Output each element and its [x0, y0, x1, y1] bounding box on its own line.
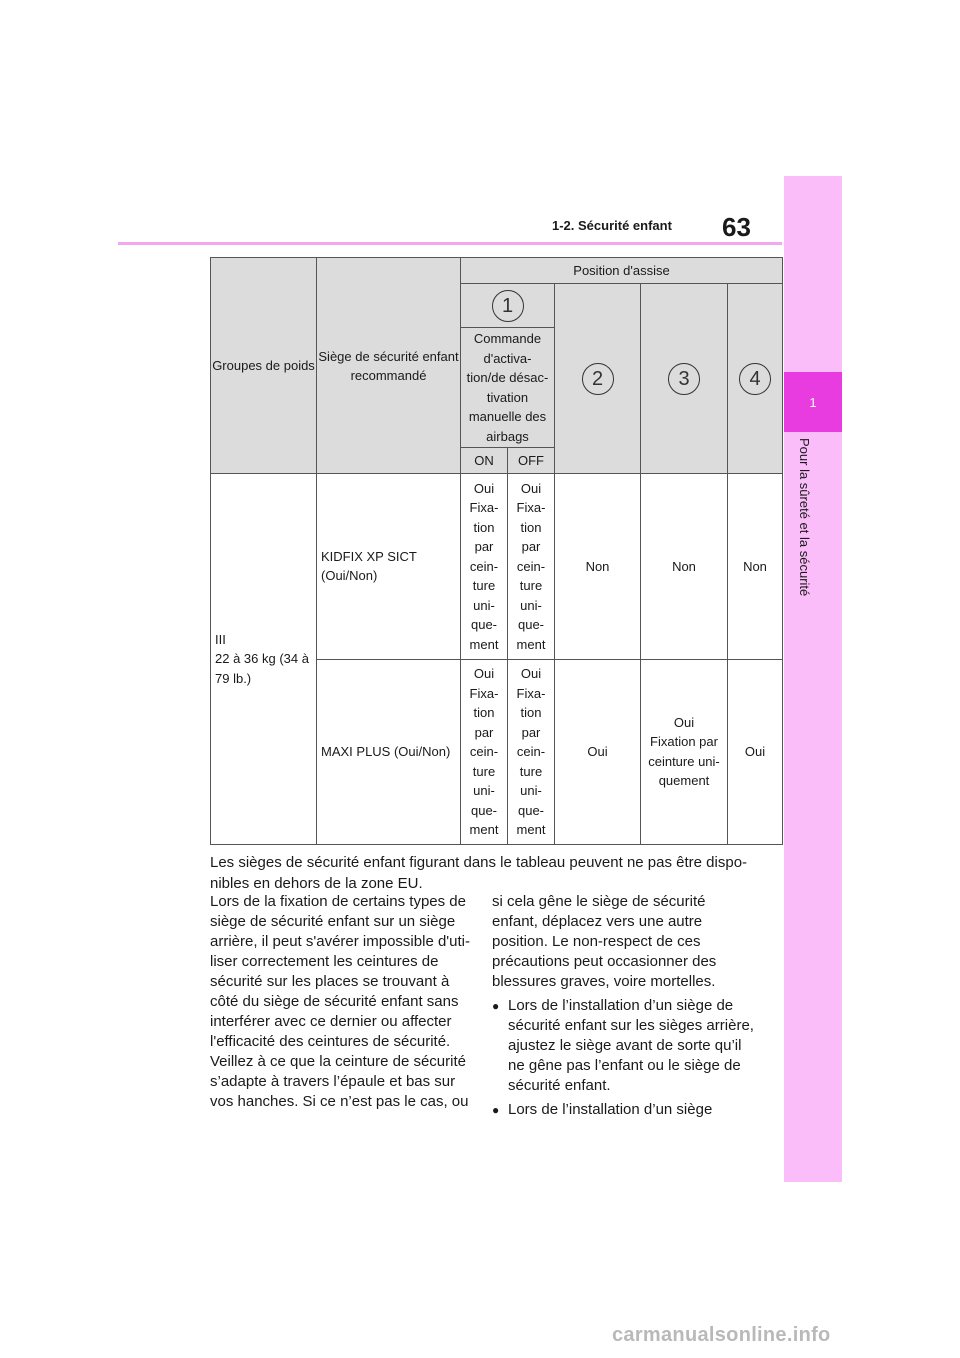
position-3-icon: 3 [668, 363, 700, 395]
airbag-on-cell: Oui Fixa- tion par cein- ture uni- que- ment [461, 474, 508, 660]
chapter-label: Pour la sûreté et la sécurité [797, 438, 812, 597]
airbag-off-cell: Oui Fixa- tion par cein- ture uni- que- ment [508, 474, 555, 660]
list-item [492, 996, 754, 1096]
child-seat-table [210, 257, 783, 845]
position-3-cell: Non [641, 474, 728, 660]
position-4-cell: Non [728, 474, 783, 660]
right-column [492, 892, 754, 1120]
position-2-cell: Non [555, 474, 641, 660]
position-4-header [728, 284, 783, 474]
header-weight-groups: Groupes de poids [211, 258, 317, 474]
weight-group-cell: III 22 à 36 kg (34 à 79 lb.) [211, 474, 317, 845]
chapter-number-tab[interactable] [784, 372, 842, 432]
position-2-header [555, 284, 641, 474]
position-2-icon: 2 [582, 363, 614, 395]
watermark: carmanualsonline.info [612, 1324, 831, 1346]
position-2-cell: Oui [555, 659, 641, 845]
position-1-header [461, 284, 555, 328]
right-column-text: si cela gêne le siège de sécurité enfant, déplacez vers une autre position. Le non-respect de ces précautions peut occasionner des blessures graves, voire mortelles. [492, 893, 717, 990]
header-rule [118, 242, 782, 245]
position-4-icon: 4 [739, 363, 771, 395]
page-number: 63 [722, 212, 751, 242]
airbag-on-cell: Oui Fixa- tion par cein- ture uni- que- ment [461, 659, 508, 845]
list-item [492, 1100, 754, 1120]
seat-model-cell: MAXI PLUS (Oui/Non) [317, 659, 461, 845]
bullet-icon: ● [492, 999, 500, 1013]
list-item-text: Lors de l’installation d’un siège de sécurité enfant sur les sièges arrière, ajustez le siège avant de sorte qu’il ne gêne pas l’enfant ou le siège de sécurité enfant. [508, 997, 754, 1094]
bullet-icon: ● [492, 1103, 500, 1117]
position-3-cell: Oui Fixation par ceinture uni- quement [641, 659, 728, 845]
position-3-header [641, 284, 728, 474]
left-column-text: Lors de la fixation de certains types de siège de sécurité enfant sur un siège arrière, il peut s'avérer impossible d'uti-liser correctement les ceintures de sécurité sur les places se trouvant à côté du siège de sécurité enfant sans interférer avec ce dernier ou affecter l'efficacité des ceintures de sécurité. Veillez à ce que la ceinture de sécurité s’adapte à travers l’épaule et bas sur vos hanches. Si ce n’est pas le cas, ou [210, 893, 470, 1110]
header-seating-position: Position d'assise [461, 258, 783, 284]
airbag-off-cell: Oui Fixa- tion par cein- ture uni- que- ment [508, 659, 555, 845]
airbag-command-header: Commande d'activa- tion/de désac- tivation manuelle des airbags [461, 328, 555, 448]
chapter-side-tab [784, 176, 842, 1182]
airbag-off-header: OFF [508, 448, 555, 474]
position-4-cell: Oui [728, 659, 783, 845]
header-recommended-seat: Siège de sécurité enfant recommandé [317, 258, 461, 474]
section-title: 1-2. Sécurité enfant [552, 218, 672, 233]
availability-note: Les sièges de sécurité enfant figurant dans le tableau peuvent ne pas être dispo-nibles en dehors de la zone EU. [210, 854, 748, 892]
list-item-text: Lors de l’installation d’un siège [508, 1101, 713, 1118]
table-row [211, 474, 783, 660]
chapter-number: 1 [809, 394, 817, 410]
position-1-icon: 1 [492, 290, 524, 322]
airbag-on-header: ON [461, 448, 508, 474]
seat-model-cell: KIDFIX XP SICT (Oui/Non) [317, 474, 461, 660]
